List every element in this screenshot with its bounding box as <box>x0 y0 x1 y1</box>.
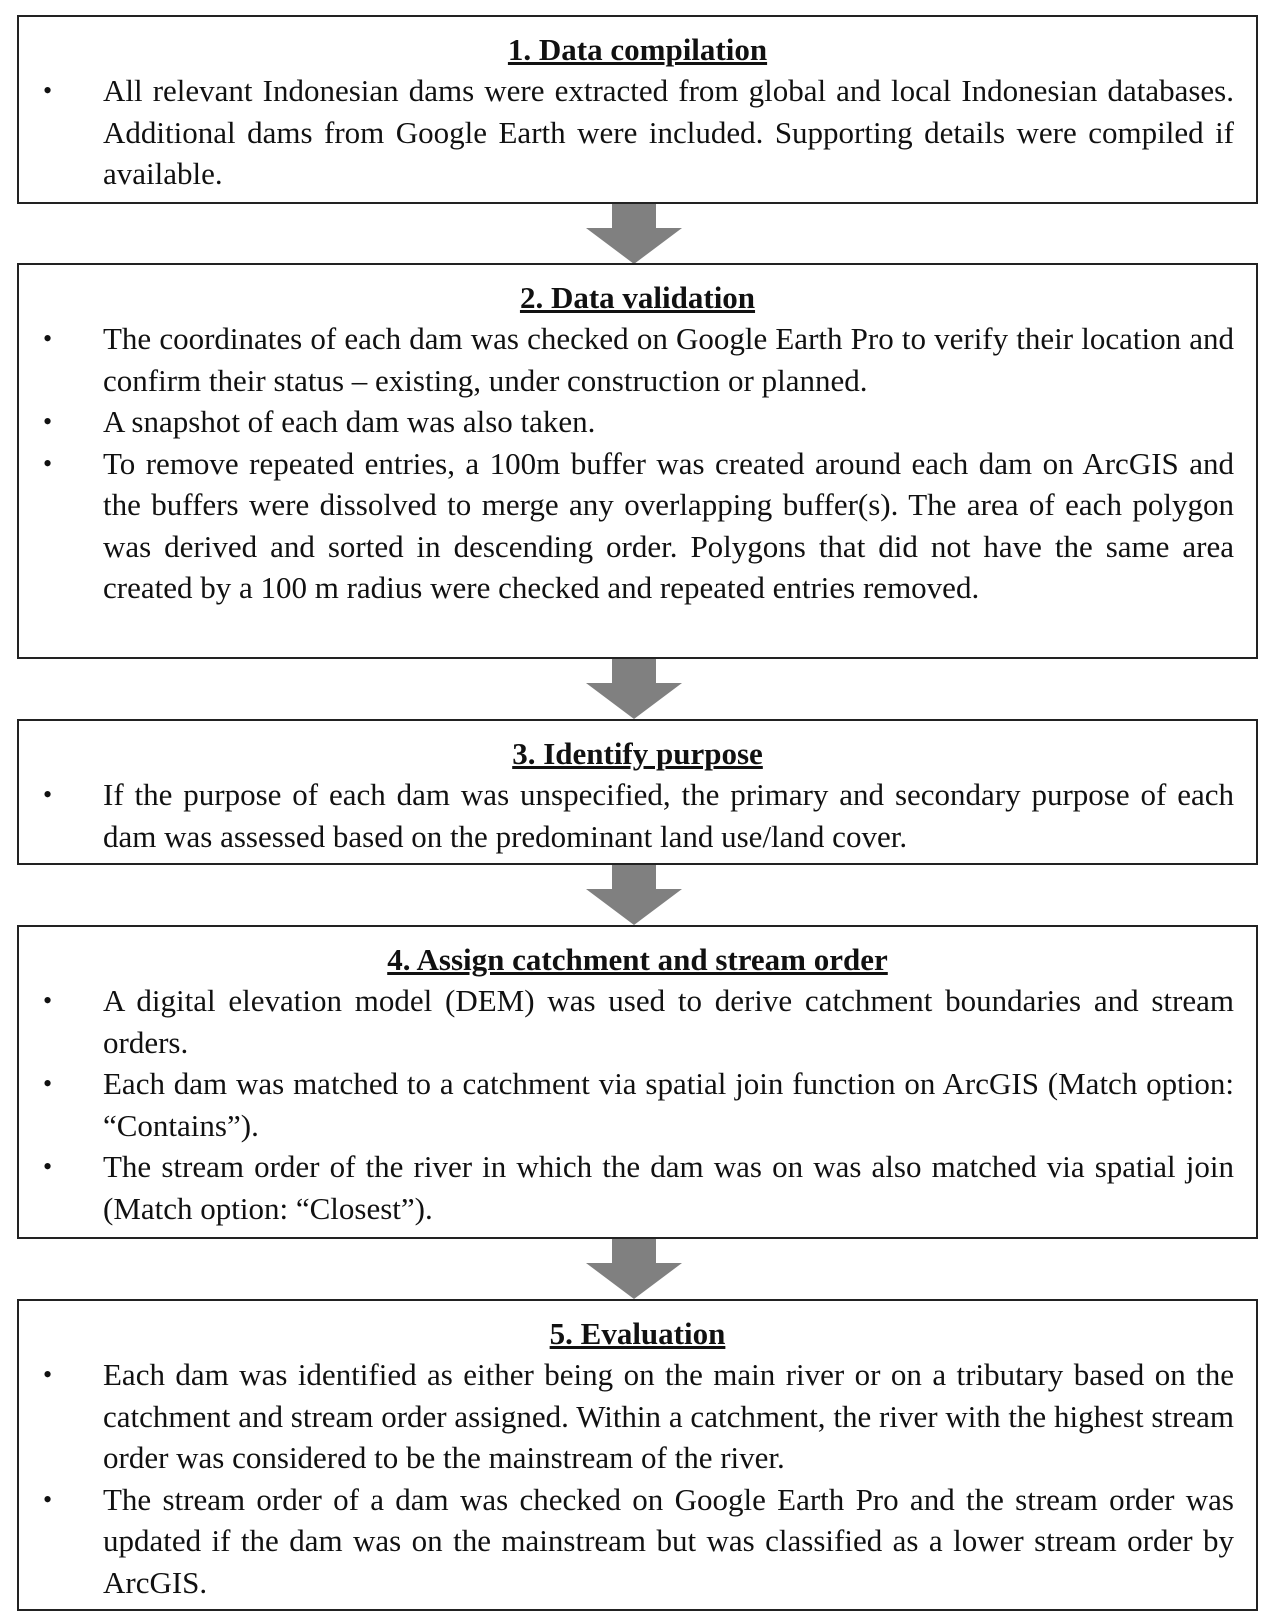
flow-arrow-3 <box>586 865 682 925</box>
bullet-marker: • <box>43 324 53 353</box>
bullet-marker: • <box>43 1152 53 1181</box>
bullet-marker: • <box>43 1484 53 1514</box>
flow-arrow-2 <box>586 659 682 719</box>
step-1-title: 1. Data compilation <box>507 32 768 67</box>
flow-arrow-4 <box>586 1239 682 1299</box>
bullet-marker: • <box>43 76 53 105</box>
step-2-title: 2. Data validation <box>519 280 756 315</box>
step-2-bullet-2: • A snapshot of each dam was also taken. <box>19 401 1234 443</box>
step-4-bullet-1: • A digital elevation model (DEM) was used to derive catchment boundaries and stream orders. <box>19 980 1234 1063</box>
step-1-box <box>17 15 1258 204</box>
bullet-marker: • <box>43 1069 53 1098</box>
step-4-box <box>17 925 1258 1239</box>
step-5-bullet-2: • The stream order of a dam was checked on Google Earth Pro and the stream order was updated if the dam was on the mainstream but was classified as a lower stream order by ArcGIS. <box>19 1479 1234 1604</box>
step-3-bullets <box>19 774 1256 857</box>
step-2-bullets <box>19 318 1256 609</box>
step-5-title: 5. Evaluation <box>549 1316 726 1351</box>
step-4-bullet-2: • Each dam was matched to a catchment via spatial join function on ArcGIS (Match option: “Contains”). <box>19 1063 1234 1146</box>
step-2-box <box>17 263 1258 659</box>
step-3-box <box>17 719 1258 865</box>
step-3-bullet-1: • If the purpose of each dam was unspecified, the primary and secondary purpose of each dam was assessed based on the predominant land use/land cover. <box>19 774 1234 857</box>
step-3-title: 3. Identify purpose <box>512 736 763 771</box>
step-1-bullet-1: • All relevant Indonesian dams were extracted from global and local Indonesian databases. Additional dams from Google Earth were included. Supporting details were compiled if available. <box>19 70 1234 195</box>
step-4-bullets <box>19 980 1256 1229</box>
flow-arrow-1 <box>586 204 682 264</box>
step-5-bullet-1: • Each dam was identified as either being on the main river or on a tributary based on the catchment and stream order assigned. Within a catchment, the river with the highest stream order was considered to be the mainstream of the river. <box>19 1354 1234 1479</box>
step-1-bullets <box>19 70 1256 195</box>
step-5-box <box>17 1299 1258 1611</box>
step-4-bullet-3: • The stream order of the river in which the dam was on was also matched via spatial join (Match option: “Closest”). <box>19 1146 1234 1229</box>
step-4-title: 4. Assign catchment and stream order <box>387 942 888 977</box>
step-2-bullet-1: • The coordinates of each dam was checked on Google Earth Pro to verify their location and confirm their status – existing, under construction or planned. <box>19 318 1234 401</box>
bullet-marker: • <box>43 986 53 1015</box>
bullet-marker: • <box>43 1360 53 1389</box>
bullet-marker: • <box>43 780 53 809</box>
step-5-bullets <box>19 1354 1256 1603</box>
step-2-bullet-3: • To remove repeated entries, a 100m buffer was created around each dam on ArcGIS and the buffers were dissolved to merge any overlapping buffer(s). The area of each polygon was derived and sorted in descending order. Polygons that did not have the same area created by a 100 m radius were checked and repeated entries removed. <box>19 443 1234 609</box>
bullet-marker: • <box>43 407 53 436</box>
bullet-marker: • <box>43 448 53 478</box>
